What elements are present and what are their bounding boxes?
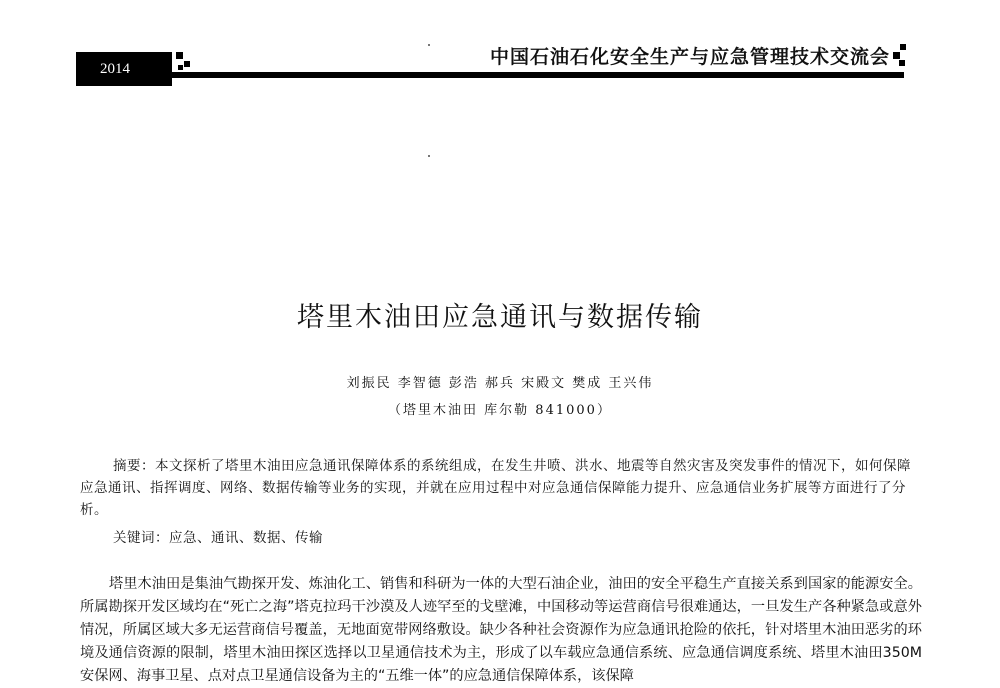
decor-square-icon [176,52,183,59]
year-label: 2014 [100,60,130,77]
decor-square-icon [899,60,905,66]
decor-square-icon [184,61,190,67]
decor-square-icon [178,65,183,70]
author-list: 刘振民 李智德 彭浩 郝兵 宋殿文 樊成 王兴伟 [346,376,654,391]
page-header [0,0,1000,100]
body-paragraph: 塔里木油田是集油气勘探开发、炼油化工、销售和科研为一体的大型石油企业，油田的安全平稳生产直接关系到国家的能源安全。所属勘探开发区域均在“死亡之海”塔克拉玛干沙漠及人迹罕至的戈壁滩，中国移动等运营商信号很难通达，一旦发生产各种紧急或意外情况，所属区域大多无运营商信号覆盖，无地面宽带网络敷设。缺少各种社会资源作为应急通讯抢险的依托，针对塔里木油田恶劣的环境及通信资源的限制，塔里木油田探区选择以卫星通信技术为主，形成了以车载应急通信系统、应急通信调度系统、塔里木油田350M安保网、海事卫星、点对点卫星通信设备为主的“五维一体”的应急通信保障体系，该保障 [80,576,922,684]
decor-square-icon [893,52,900,59]
paper-title: 塔里木油田应急通讯与数据传输 [297,302,703,333]
decor-square-icon [900,44,906,50]
scan-speck [428,155,430,157]
conference-title: 中国石油石化安全生产与应急管理技术交流会 [489,46,890,68]
abstract: 摘要：本文探析了塔里木油田应急通讯保障体系的系统组成，在发生井喷、洪水、地震等自然灾害及突发事件的情况下，如何保障应急通讯、指挥调度、网络、数据传输等业务的实现，并就在应用过程中对应急通信保障能力提升、应急通信业务扩展等方面进行了分析。 [80,458,911,518]
year-badge [76,52,172,86]
header-rule [172,72,904,78]
keywords: 关键词：应急、通讯、数据、传输 [113,530,323,546]
affiliation: （塔里木油田 库尔勒 841000） [388,403,612,418]
scan-speck [428,44,430,46]
